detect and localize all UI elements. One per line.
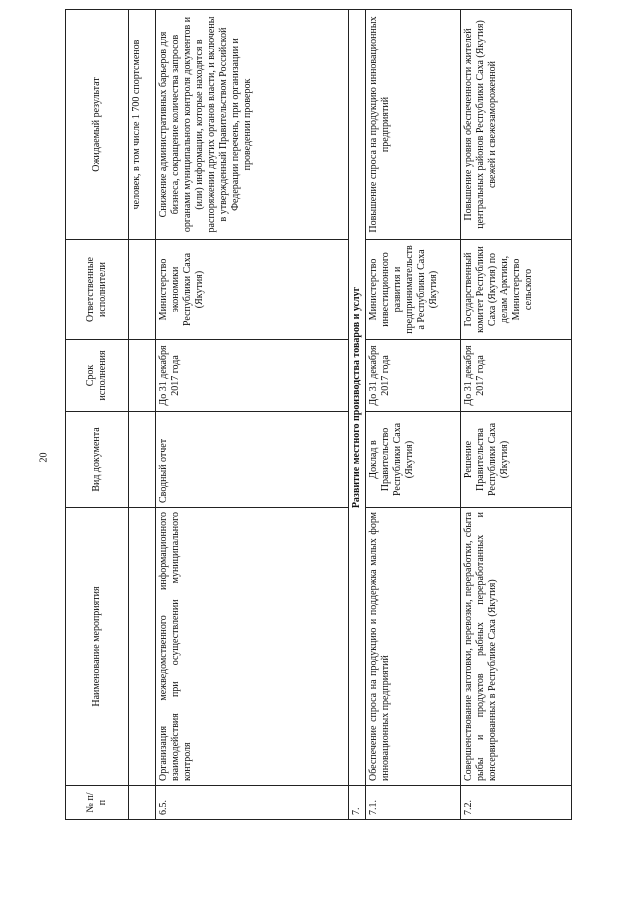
cell-doc: Решение Правительства Республики Саха (Якутия) [461, 412, 572, 508]
table-row-7-2 [461, 10, 572, 820]
header-term: Срок исполнения [66, 340, 129, 412]
cell-empty [129, 508, 156, 786]
cell-empty [129, 240, 156, 340]
table-row-7-1 [366, 10, 461, 820]
cell-doc: Доклад в Правительство Республики Саха (Якутия) [366, 412, 461, 508]
header-num: № п/п [66, 786, 129, 820]
cell-empty [129, 340, 156, 412]
cell-result: Повышение спроса на продукцию инновационных предприятий [366, 10, 461, 240]
table-row-continuation [129, 10, 156, 820]
cell-result: Повышение уровня обеспеченности жителей центральных районов Республики Саха (Якутия) свежей и свежезамороженной [461, 10, 572, 240]
header-result: Ожидаемый результат [66, 10, 129, 240]
cell-exec: Министерство инвестиционного развития и предпринимательства Республики Саха (Якутия) [366, 240, 461, 340]
cell-num: 7.1. [366, 786, 461, 820]
cell-doc: Сводный отчет [156, 412, 349, 508]
cell-exec: Министерство экономики Республики Саха (Якутия) [156, 240, 349, 340]
rotated-table-area [65, 10, 605, 820]
section-title: Развитие местного производства товаров и услуг [349, 10, 366, 786]
cell-result-continuation: человек, в том числе 1 700 спортсменов [129, 10, 156, 240]
cell-name: Организация межведомственного информационного взаимодействия при осуществлении муниципального контроля [156, 508, 349, 786]
cell-num: 7. [349, 786, 366, 820]
cell-num: 6.5. [156, 786, 349, 820]
cell-name: Обеспечение спроса на продукцию и поддержка малых форм инновационных предприятий [366, 508, 461, 786]
page-number: 20 [38, 452, 50, 463]
header-name: Наименование мероприятия [66, 508, 129, 786]
header-row [66, 10, 129, 820]
cell-name: Совершенствование заготовки, перевозки, переработки, сбыта рыбы и продуктов рыбных переработанных и консервированных в Республике Саха (Якутия) [461, 508, 572, 786]
cell-exec: Государственный комитет Республики Саха (Якутия) по делам Арктики, Министерство сельского [461, 240, 572, 340]
cell-term: До 31 декабря 2017 года [366, 340, 461, 412]
cell-empty [129, 786, 156, 820]
header-exec: Ответственные исполнители [66, 240, 129, 340]
cell-num: 7.2. [461, 786, 572, 820]
table-row-section-7 [349, 10, 366, 820]
cell-term: До 31 декабря 2017 года [156, 340, 349, 412]
cell-result: Снижение административных барьеров для бизнеса, сокращение количества запросов органами муниципального контроля документов и (или) информации, которые находятся в распоряжении других органов власти, и включены в утвержденный Правительством Российской Федерации перечень, при организации и проведении проверок [156, 10, 349, 240]
cell-empty [129, 412, 156, 508]
table-container [65, 10, 605, 820]
header-doc: Вид документа [66, 412, 129, 508]
table-row-6-5 [156, 10, 349, 820]
cell-term: До 31 декабря 2017 года [461, 340, 572, 412]
measures-table [65, 9, 572, 820]
